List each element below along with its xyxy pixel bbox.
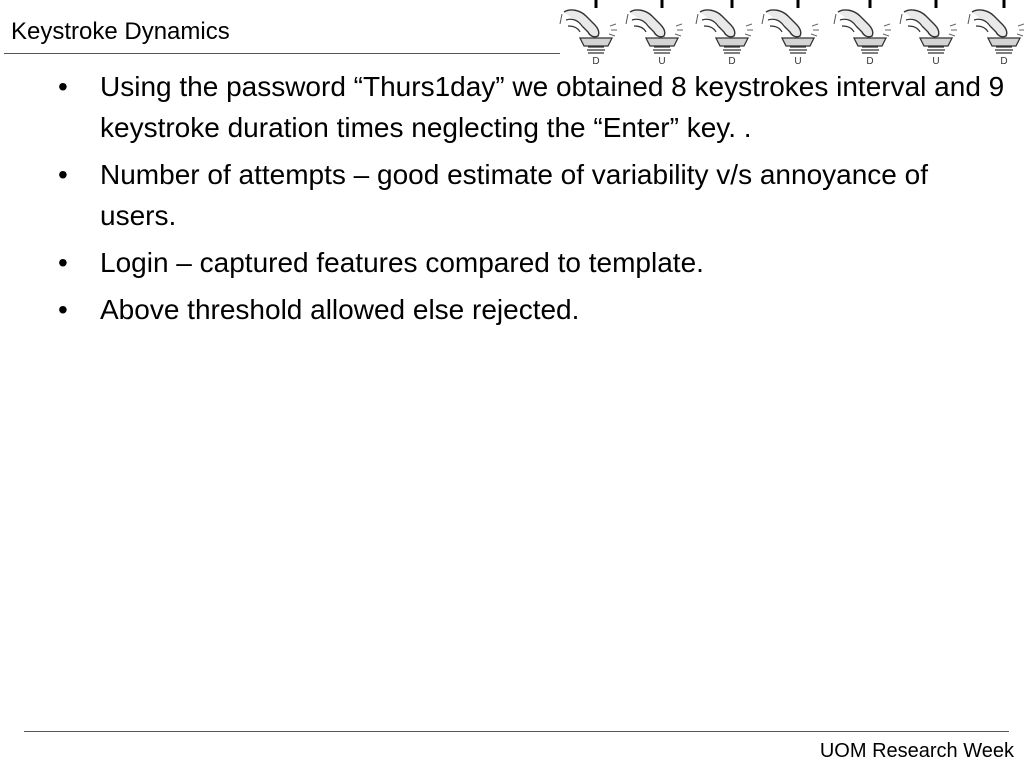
key-label-3: D [728, 56, 736, 66]
bullet-list [58, 66, 1008, 336]
slide-title: Keystroke Dynamics [11, 18, 230, 45]
bullet-marker: • [58, 294, 68, 325]
bullet-text: Above threshold allowed else rejected. [100, 294, 580, 325]
keypress-illustration-strip [558, 0, 1024, 66]
title-divider [4, 53, 560, 54]
footer-text: UOM Research Week [819, 740, 1014, 762]
bullet-text: Using the password “Thurs1day” we obtained 8 keystrokes interval and 9 keystroke duration times neglecting the “Enter” key. . [100, 71, 1005, 143]
bullet-item [58, 154, 1008, 236]
keypress-icon-6 [900, 0, 957, 53]
bullet-marker: • [58, 71, 68, 102]
key-label-2: U [658, 56, 666, 66]
bullet-text: Login – captured features compared to template. [100, 247, 704, 278]
key-label-5: D [866, 56, 874, 66]
key-label-1: D [592, 56, 600, 66]
key-label-7: D [1000, 56, 1008, 66]
bullet-text: Number of attempts – good estimate of variability v/s annoyance of users. [100, 159, 928, 231]
key-label-6: U [932, 56, 940, 66]
bullet-marker: • [58, 159, 68, 190]
bullet-item [58, 289, 1008, 330]
keypress-icon-7 [968, 0, 1024, 53]
keypress-icon-2 [626, 0, 683, 53]
keypress-icon-3 [696, 0, 753, 53]
footer-divider [24, 731, 1009, 732]
keypress-icon-5 [834, 0, 891, 53]
bullet-item [58, 66, 1008, 148]
keypress-icon-1 [560, 0, 617, 53]
bullet-item [58, 242, 1008, 283]
keypress-icon-4 [762, 0, 819, 53]
key-label-4: U [794, 56, 802, 66]
bullet-marker: • [58, 247, 68, 278]
